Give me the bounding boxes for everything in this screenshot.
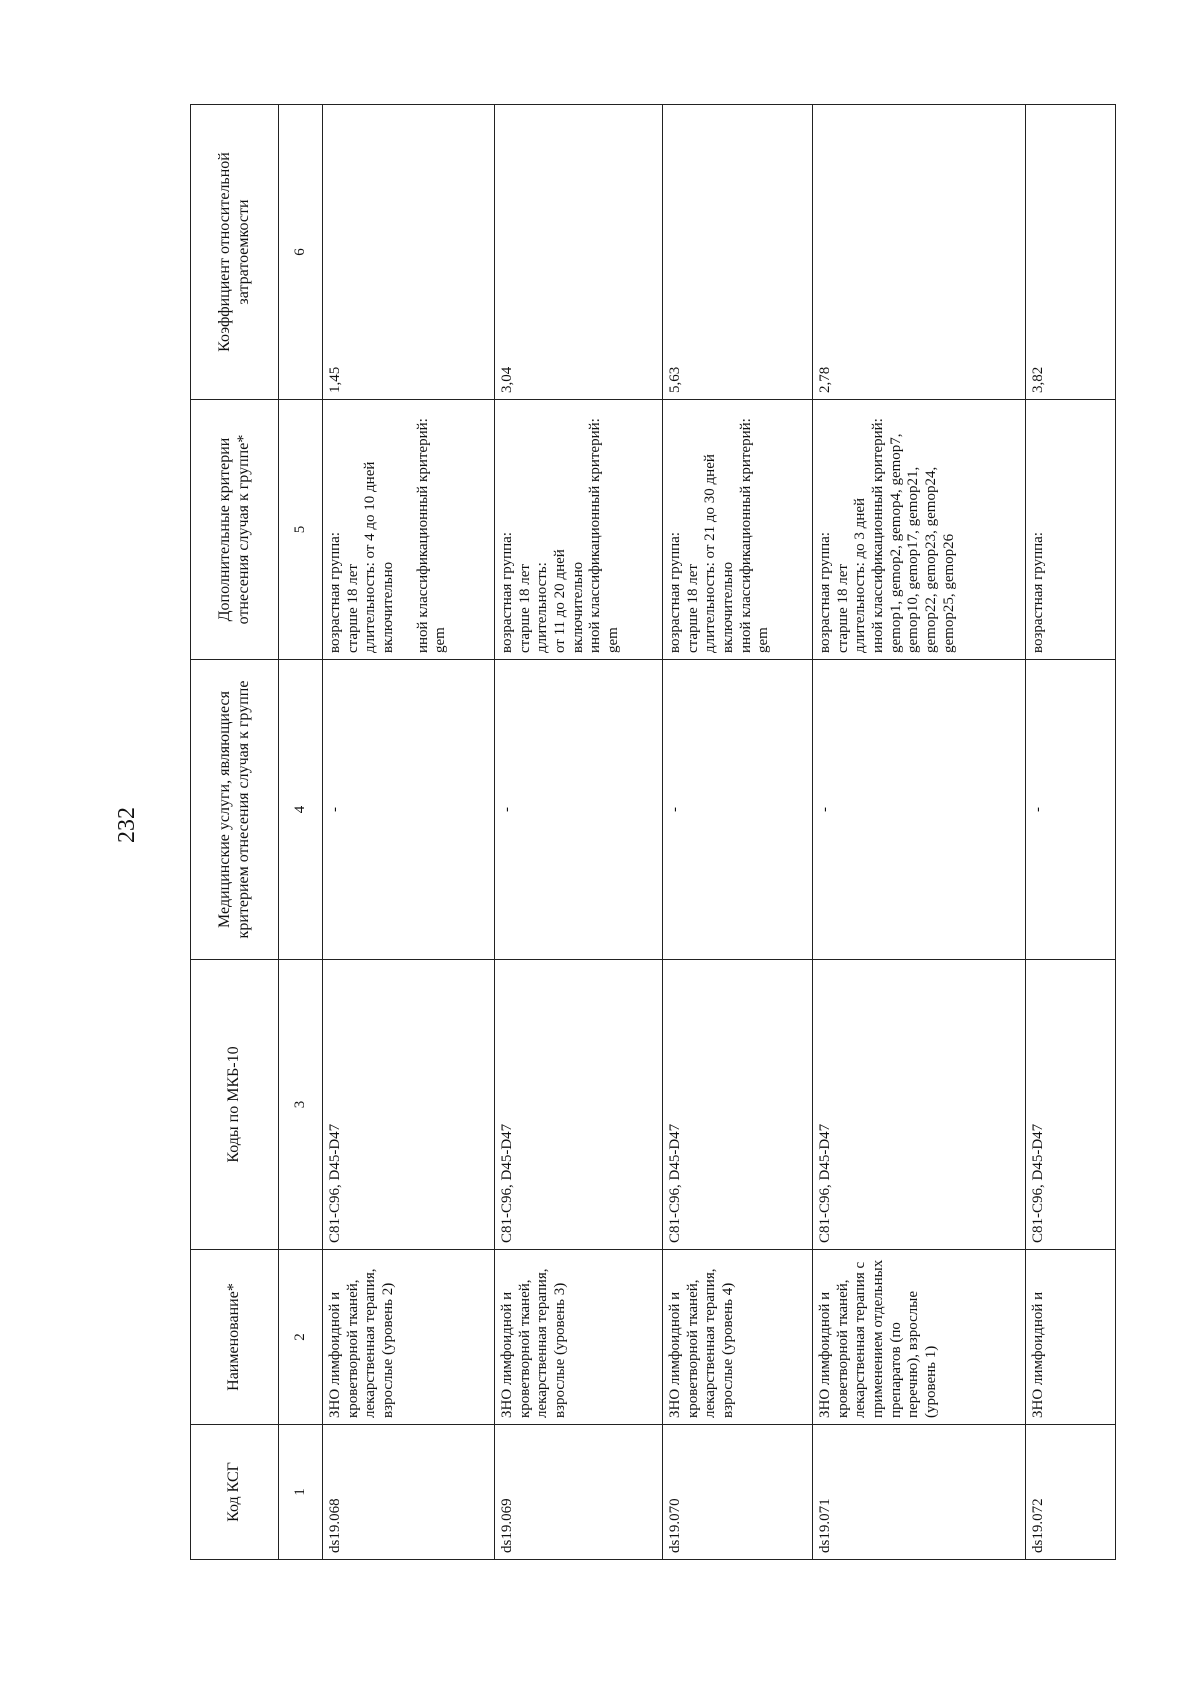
table-row bbox=[813, 105, 1026, 1560]
criteria-line: возрастная группа: bbox=[1030, 532, 1046, 653]
ksg-code-cell: ds19.070 bbox=[663, 1425, 813, 1560]
criteria-line: длительность: от 21 до 30 дней включительно bbox=[702, 454, 737, 653]
table-row bbox=[495, 105, 663, 1560]
criteria-cell bbox=[663, 400, 813, 660]
mkb-cell: C81-C96, D45-D47 bbox=[1026, 960, 1116, 1250]
coefficient-cell: 2,78 bbox=[813, 105, 1026, 400]
ksg-code-cell: ds19.069 bbox=[495, 1425, 663, 1560]
header-coefficient: Коэффициент относительной затратоемкости bbox=[191, 105, 279, 400]
column-number: 3 bbox=[279, 960, 323, 1250]
ksg-code-cell: ds19.071 bbox=[813, 1425, 1026, 1560]
criteria-line: возрастная группа: bbox=[667, 532, 683, 653]
coefficient-cell: 3,04 bbox=[495, 105, 663, 400]
table-row bbox=[1026, 105, 1116, 1560]
criteria-gap bbox=[398, 406, 415, 653]
criteria-line: от 11 до 20 дней bbox=[552, 549, 569, 653]
column-number-row bbox=[279, 105, 323, 1560]
header-row bbox=[191, 105, 279, 1560]
name-cell: ЗНО лимфоидной и кроветворной тканей, лекарственная терапия с применением отдельных препаратов (по перечню), взрослые (уровень 1) bbox=[813, 1250, 1026, 1425]
criteria-line: старше 18 лет bbox=[834, 564, 851, 653]
mkb-cell: C81-C96, D45-D47 bbox=[323, 960, 495, 1250]
rotated-table-area bbox=[190, 105, 1115, 1560]
ksg-table bbox=[190, 104, 1116, 1560]
name-cell: ЗНО лимфоидной и кроветворной тканей, лекарственная терапия, взрослые (уровень 2) bbox=[323, 1250, 495, 1425]
mkb-cell: C81-C96, D45-D47 bbox=[495, 960, 663, 1250]
criteria-line: иной классификационный критерий: gem bbox=[737, 418, 772, 653]
mkb-cell: C81-C96, D45-D47 bbox=[663, 960, 813, 1250]
criteria-line: возрастная группа: bbox=[817, 532, 833, 653]
services-cell: - bbox=[495, 660, 663, 960]
column-number: 1 bbox=[279, 1425, 323, 1560]
criteria-line: включительно bbox=[569, 561, 586, 653]
criteria-line: старше 18 лет bbox=[516, 564, 533, 653]
table-row bbox=[663, 105, 813, 1560]
criteria-line: иной классификационный критерий: gem bbox=[587, 418, 622, 653]
coefficient-cell: 3,82 bbox=[1026, 105, 1116, 400]
criteria-line: длительность: от 4 до 10 дней включительно bbox=[362, 461, 397, 653]
column-number: 2 bbox=[279, 1250, 323, 1425]
column-number: 5 bbox=[279, 400, 323, 660]
criteria-line: возрастная группа: bbox=[499, 532, 515, 653]
criteria-cell bbox=[323, 400, 495, 660]
header-name bbox=[191, 1250, 279, 1425]
coefficient-cell: 5,63 bbox=[663, 105, 813, 400]
header-ksg-code: Код КСГ bbox=[191, 1425, 279, 1560]
header-mkb-codes: Коды по МКБ-10 bbox=[191, 960, 279, 1250]
criteria-line: иной классификационный критерий: gem bbox=[414, 418, 449, 653]
services-cell: - bbox=[813, 660, 1026, 960]
table-wrapper bbox=[190, 105, 1115, 1560]
name-cell: ЗНО лимфоидной и кроветворной тканей, лекарственная терапия, взрослые (уровень 3) bbox=[495, 1250, 663, 1425]
criteria-cell bbox=[813, 400, 1026, 660]
header-criteria: Дополнительные критерии отнесения случая к группе* bbox=[191, 400, 279, 660]
header-services: Медицинские услуги, являющиеся критерием отнесения случая к группе bbox=[191, 660, 279, 960]
criteria-cell bbox=[1026, 400, 1116, 660]
services-cell: - bbox=[1026, 660, 1116, 960]
criteria-line: длительность: до 3 дней bbox=[852, 497, 869, 653]
page-number: 232 bbox=[114, 807, 140, 843]
ksg-code-cell: ds19.072 bbox=[1026, 1425, 1116, 1560]
name-cell: ЗНО лимфоидной и кроветворной тканей, лекарственная терапия, взрослые (уровень 4) bbox=[663, 1250, 813, 1425]
criteria-line: возрастная группа: bbox=[327, 532, 343, 653]
mkb-cell: C81-C96, D45-D47 bbox=[813, 960, 1026, 1250]
criteria-line: старше 18 лет bbox=[344, 564, 361, 653]
coefficient-cell: 1,45 bbox=[323, 105, 495, 400]
ksg-code-cell: ds19.068 bbox=[323, 1425, 495, 1560]
criteria-line: длительность: bbox=[534, 562, 551, 653]
table-row bbox=[323, 105, 495, 1560]
services-cell: - bbox=[323, 660, 495, 960]
criteria-cell bbox=[495, 400, 663, 660]
criteria-line: иной классификационный критерий: gemop1, gemop2, gemop4, gemop7, gemop10, gemop17, gemop21, gemop22, gemop23, gemop24, gemop25, gemop26 bbox=[870, 418, 957, 653]
services-cell: - bbox=[663, 660, 813, 960]
column-number: 4 bbox=[279, 660, 323, 960]
header-name-text: Наименование* bbox=[225, 1283, 243, 1391]
criteria-line: старше 18 лет bbox=[684, 564, 701, 653]
column-number: 6 bbox=[279, 105, 323, 400]
name-cell: ЗНО лимфоидной и bbox=[1026, 1250, 1116, 1425]
